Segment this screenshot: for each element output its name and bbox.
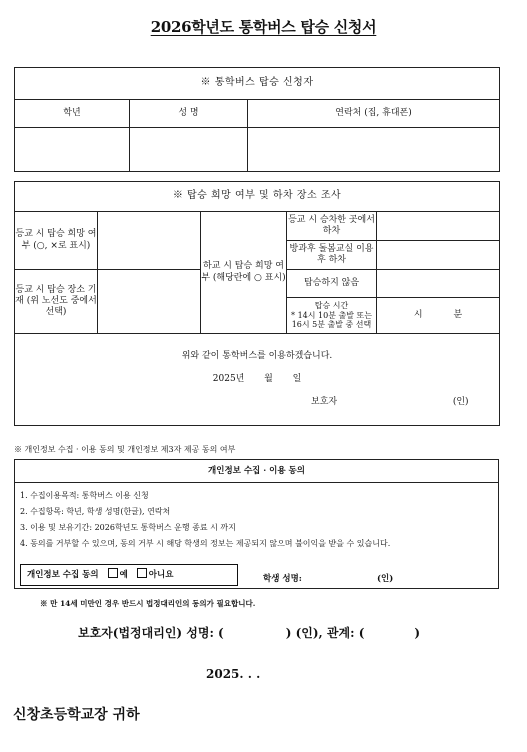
student-name-label: 학생 성명:: [263, 574, 302, 584]
school-addressee: 신창초등학교장 귀하: [13, 707, 140, 723]
student-seal: (인): [377, 574, 394, 584]
page-title: 2026학년도 통학버스 탑승 신청서: [150, 18, 377, 36]
applicant-table: [14, 67, 500, 172]
opt-boarding-place-cell[interactable]: [377, 212, 500, 241]
from-school-wish-label: 하교 시 탑승 희망 여부 (해당란에 ○ 표시): [201, 212, 287, 334]
name-cell[interactable]: [130, 128, 248, 172]
clause-2: 2. 수집항목: 학년, 학생 성명(한글), 연락처: [20, 507, 171, 516]
confirm-date: 2025년 월 일: [212, 373, 302, 384]
opt-time-note: * 14시 10분 출발 또는 16시 5분 출발 중 선택: [291, 310, 372, 330]
confirm-text: 위와 같이 통학버스를 이용하겠습니다.: [181, 350, 333, 361]
col-name: 성 명: [130, 100, 248, 128]
checkbox-yes[interactable]: [108, 568, 118, 578]
guardian-seal: (인): [452, 397, 469, 408]
clause-1: 1. 수집이용목적: 통학버스 이용 신청: [20, 491, 149, 500]
guardian-sign: 보호자 (인): [311, 397, 469, 408]
opt-after-school: 방과후 돌봄교실 이용 후 하차: [287, 241, 377, 270]
opt-boarding-place: 등교 시 승차한 곳에서 하차: [287, 212, 377, 241]
applicant-section-title: ※ 통학버스 탑승 신청자: [15, 68, 500, 100]
to-school-place-label: 등교 시 탑승 장소 기재 (위 노선도 중에서 선택): [15, 270, 98, 334]
to-school-wish-cell[interactable]: [98, 212, 201, 270]
privacy-consent-box: [14, 459, 499, 589]
checkbox-no[interactable]: [137, 568, 147, 578]
col-contact: 연락처 (집, 휴대폰): [248, 100, 500, 128]
consent-label: 개인정보 수집 동의: [27, 570, 99, 580]
time-minute: 분: [453, 309, 463, 320]
minor-consent-note: ※ 만 14세 미만인 경우 반드시 법정대리인의 동의가 필요합니다.: [40, 599, 256, 608]
consent-title: 개인정보 수집 · 이용 동의: [15, 460, 498, 483]
to-school-wish-label: 등교 시 탑승 희망 여부 (○, ×로 표시): [15, 212, 98, 270]
footer-date: 2025. . .: [206, 667, 261, 681]
clause-4: 4. 동의를 거부할 수 있으며, 동의 거부 시 해당 학생의 정보는 제공되지 않으며 불이익을 받을 수 있습니다.: [20, 539, 391, 548]
confirmation-cell: [15, 334, 500, 426]
opt-no-label: 아니요: [148, 570, 174, 580]
survey-table: [14, 181, 500, 426]
guardian-line: 보호자(법정대리인) 성명: ( ) (인), 관계: ( ): [78, 626, 421, 640]
privacy-note: ※ 개인정보 수집 · 이용 동의 및 개인정보 제3자 제공 동의 여부: [14, 445, 236, 454]
time-hour: 시: [413, 309, 423, 320]
col-grade: 학년: [15, 100, 130, 128]
opt-time-label: 탑승 시간: [314, 301, 349, 311]
opt-not-boarding: 탑승하지 않음: [287, 270, 377, 298]
survey-section-title: ※ 탑승 희망 여부 및 하차 장소 조사: [15, 182, 500, 212]
clause-3: 3. 이용 및 보유기간: 2026학년도 통학버스 운행 종료 시 까지: [20, 523, 236, 532]
opt-time: [287, 298, 377, 334]
opt-yes-label: 예: [119, 570, 128, 580]
contact-cell[interactable]: [248, 128, 500, 172]
time-cell[interactable]: [377, 298, 500, 334]
consent-check: [20, 564, 238, 586]
to-school-place-cell[interactable]: [98, 270, 201, 334]
opt-after-school-cell[interactable]: [377, 241, 500, 270]
opt-not-boarding-cell[interactable]: [377, 270, 500, 298]
grade-cell[interactable]: [15, 128, 130, 172]
